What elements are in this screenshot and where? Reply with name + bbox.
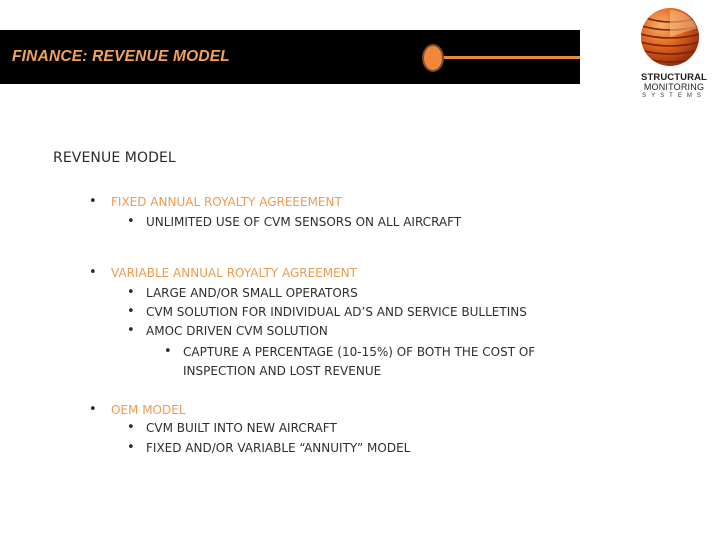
bullet-icon: • [89,194,97,209]
bullet-icon: • [127,304,135,319]
list-item-label: CVM BUILT INTO NEW AIRCRAFT [146,421,337,435]
list-item-level3 [164,344,536,359]
list-item-label: VARIABLE ANNUAL ROYALTY AGREEMENT [111,266,357,280]
list-item-label: UNLIMITED USE OF CVM SENSORS ON ALL AIRCRAFT [146,215,462,229]
logo-text-systems: SYSTEMS [642,93,706,99]
bullet-icon: • [127,214,135,229]
bullet-icon: • [89,402,97,417]
list-item-label: OEM MODEL [111,403,186,417]
bullet-icon: • [164,344,172,359]
list-item-level2 [127,214,462,229]
title-accent-line [438,56,580,59]
list-item-level2 [127,440,411,455]
list-item-level1 [89,402,186,417]
list-item-level1 [89,265,357,280]
list-item-level2 [127,304,527,319]
list-item-level2 [127,285,358,300]
list-item-level2 [127,420,337,435]
title-accent-dot [422,44,444,72]
list-item-label: CAPTURE A PERCENTAGE (10-15%) OF BOTH THE COST OF [183,345,536,359]
bullet-icon: • [127,440,135,455]
logo-globe-icon [640,4,700,70]
list-item-label: FIXED AND/OR VARIABLE “ANNUITY” MODEL [146,441,411,455]
list-item-label: LARGE AND/OR SMALL OPERATORS [146,286,358,300]
page-title: FINANCE: REVENUE MODEL [12,48,230,65]
list-item-level1 [89,194,342,209]
bullet-icon: • [89,265,97,280]
list-item-label: CVM SOLUTION FOR INDIVIDUAL AD’S AND SERVICE BULLETINS [146,305,527,319]
content-heading: REVENUE MODEL [53,150,176,166]
bullet-icon: • [127,323,135,338]
logo-text-structural: STRUCTURAL [641,72,707,83]
list-item-label: AMOC DRIVEN CVM SOLUTION [146,324,328,338]
list-item-label: INSPECTION AND LOST REVENUE [183,364,382,378]
bullet-icon: • [127,420,135,435]
title-bar [0,30,580,84]
bullet-icon: • [127,285,135,300]
list-item-continuation [183,364,381,378]
company-logo [632,2,716,104]
logo-text-monitoring: MONITORING [643,82,705,92]
list-item-level2 [127,323,328,338]
list-item-label: FIXED ANNUAL ROYALTY AGREEEMENT [111,195,342,209]
